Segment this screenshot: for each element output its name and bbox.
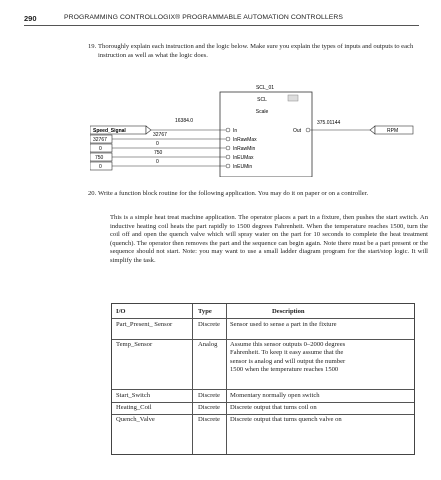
table-row-1-io: Part_Present_ Sensor — [116, 321, 173, 328]
out-value: 375.01144 — [317, 120, 341, 126]
pin-out: Out — [293, 128, 302, 134]
function-block-diagram — [90, 82, 420, 177]
question-19 — [88, 43, 428, 60]
table-row-1-type: Discrete — [198, 321, 220, 328]
table-row-5-desc: Discrete output that turns quench valve on — [230, 416, 342, 423]
table-row-4-io: Heating_Coil — [116, 404, 152, 411]
speed-signal-arrow — [146, 126, 151, 134]
io-table — [111, 303, 415, 455]
header-description: Description — [272, 308, 305, 315]
header-io: I/O — [116, 308, 126, 315]
block-config-icon[interactable] — [288, 95, 298, 101]
eumin-const: 0 — [99, 164, 102, 170]
page-number: 290 — [24, 14, 37, 23]
rpm-label: RPM — [387, 128, 399, 134]
rpm-arrow — [370, 126, 375, 134]
eumax-const: 750 — [95, 155, 104, 161]
table-row-3-type: Discrete — [198, 392, 220, 399]
table-row-1-desc: Sensor used to sense a part in the fixture — [230, 321, 337, 328]
rawmin-value: 0 — [156, 141, 159, 147]
table-row-5-io: Quench_Valve — [116, 416, 155, 423]
input-value: 16384.0 — [175, 118, 194, 124]
pin-inrawmax: InRawMax — [233, 137, 257, 143]
pin-inrawmin: InRawMin — [233, 146, 256, 152]
speed-signal-label: Speed_Signal — [93, 128, 126, 134]
question-20-paragraph: This is a simple heat treat machine application. The operator places a part in a fixture, then pushes the start switch. An inductive heating coil heats the part rapidly to 1500 degrees Fahrenheit. When the temperature reaches 1500, turn the coil off and open the quench valve which will spray water on the part for 10 seconds to complete the heat treatment (quench). The operator then removes the part and the sequence can begin again. Note there must be a part present or the sequence should not start. Note: you may want to use a small ladder diagram program for the start/stop logic. It will simplify the task. — [110, 214, 428, 264]
pin-in: In — [233, 128, 238, 134]
table-row-4-desc: Discrete output that turns coil on — [230, 404, 317, 411]
table-row-2-type: Analog — [198, 341, 218, 348]
block-subtitle: Scale — [255, 109, 269, 115]
table-row-5-type: Discrete — [198, 416, 220, 423]
pin-ineumin: InEUMin — [233, 164, 253, 170]
table-row-2-desc: Assume this sensor outputs 0–2000 degrees Fahrenheit. To keep it easy assume that the sensor is analog and will output the number 1500 when the temperature reaches 1500 — [230, 341, 346, 373]
header-type: Type — [198, 308, 212, 315]
table-row-3-io: Start_Switch — [116, 392, 151, 399]
rawmin-const: 0 — [99, 146, 102, 152]
question-19-number: 19. — [88, 43, 97, 50]
rawmax-const: 32767 — [93, 137, 107, 143]
running-title: PROGRAMMING CONTROLLOGIX® PROGRAMMABLE AUTOMATION CONTROLLERS — [64, 14, 343, 21]
eumax-value: 750 — [154, 150, 163, 156]
table-row-3-desc: Momentary normally open switch — [230, 392, 320, 399]
table-row-4-type: Discrete — [198, 404, 220, 411]
question-20 — [88, 190, 428, 199]
eumin-value: 0 — [156, 159, 159, 165]
table-row-2-io: Temp_Sensor — [116, 341, 153, 348]
question-19-text: Thoroughly explain each instruction and the logic below. Make sure you explain the types of inputs and outputs to each instruction as well as what the logic does. — [98, 43, 414, 59]
block-type: SCL — [257, 97, 267, 103]
rawmax-value: 32767 — [153, 132, 167, 138]
question-20-number: 20. — [88, 190, 97, 197]
block-tag: SCL_01 — [255, 85, 275, 91]
header-rule — [24, 25, 419, 26]
question-20-text: Write a function block routine for the following application. You may do it on paper or on a controller. — [98, 190, 369, 197]
pin-ineumax: InEUMax — [233, 155, 254, 161]
